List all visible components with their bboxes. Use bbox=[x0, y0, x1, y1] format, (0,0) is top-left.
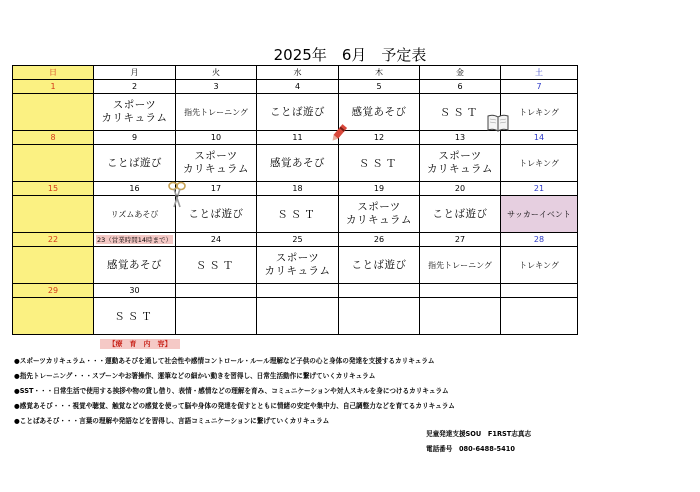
activity-cell: ことば遊び bbox=[94, 145, 176, 182]
book-right-page bbox=[498, 115, 508, 131]
date-cell: 17 bbox=[176, 182, 257, 196]
date-cell: 7 bbox=[501, 80, 578, 94]
weekday-saturday: 土 bbox=[501, 66, 578, 80]
week-3-activities bbox=[13, 196, 578, 233]
activity-cell bbox=[339, 298, 420, 335]
date-cell: 2 bbox=[94, 80, 176, 94]
scissors-handle bbox=[169, 183, 177, 190]
date-cell: 16 bbox=[94, 182, 176, 196]
activity-cell: 感覚あそび bbox=[339, 94, 420, 131]
activity-cell: 指先トレーニング bbox=[420, 247, 501, 284]
date-cell: 3 bbox=[176, 80, 257, 94]
activity-cell: ＳＳＴ bbox=[94, 298, 176, 335]
weekday-monday: 月 bbox=[94, 66, 176, 80]
week-3-dates bbox=[13, 182, 578, 196]
activity-cell: ことば遊び bbox=[176, 196, 257, 233]
activity-cell: スポーツ カリキュラム bbox=[339, 196, 420, 233]
date-cell: 5 bbox=[339, 80, 420, 94]
activity-cell bbox=[13, 247, 94, 284]
page-title: 2025年 6月 予定表 bbox=[273, 46, 427, 64]
activity-cell: ことば遊び bbox=[339, 247, 420, 284]
date-cell bbox=[176, 284, 257, 298]
week-5-activities bbox=[13, 298, 578, 335]
date-cell bbox=[257, 284, 339, 298]
date-cell bbox=[94, 233, 176, 247]
date-cell: 8 bbox=[13, 131, 94, 145]
activity-cell: スポーツ カリキュラム bbox=[176, 145, 257, 182]
date-cell: 24 bbox=[176, 233, 257, 247]
date-cell: 10 bbox=[176, 131, 257, 145]
phone-number: 電話番号 080-6488-5410 bbox=[426, 445, 515, 453]
activity-cell: スポーツ カリキュラム bbox=[257, 247, 339, 284]
week-2-activities bbox=[13, 145, 578, 182]
scissors-handle bbox=[177, 183, 185, 190]
scissors-pivot bbox=[176, 195, 178, 197]
weekday-tuesday: 火 bbox=[176, 66, 257, 80]
activity-cell bbox=[13, 298, 94, 335]
activity-cell: リズムあそび bbox=[94, 196, 176, 233]
legend-item-sports: ●スポーツカリキュラム・・・運動あそびを通して社会性や感情コントロール・ルール理解など子供の心と身体の発達を支援するカリキュラム bbox=[14, 357, 435, 365]
date-cell: 29 bbox=[13, 284, 94, 298]
weekday-header-row bbox=[13, 66, 578, 80]
date-cell: 28 bbox=[501, 233, 578, 247]
soccer-event-cell: サッカーイベント bbox=[501, 196, 578, 233]
date-cell bbox=[339, 284, 420, 298]
activity-cell: ことば遊び bbox=[420, 196, 501, 233]
activity-cell bbox=[13, 145, 94, 182]
date-cell: 9 bbox=[94, 131, 176, 145]
legend-item-language: ●ことばあそび・・・言葉の理解や発語などを習得し、言語コミュニケーションに繋げていくカリキュラム bbox=[14, 417, 330, 425]
date-cell: 30 bbox=[94, 284, 176, 298]
date-cell: 12 bbox=[339, 131, 420, 145]
facility-name: 児童発達支援SOU F1RST志真志 bbox=[426, 430, 532, 438]
legend-item-sensory: ●感覚あそび・・・視覚や聴覚、触覚などの感覚を使って脳や身体の発達を促すとともに情緒の安定や集中力、自己調整力などを育てるカリキュラム bbox=[14, 402, 455, 410]
activity-cell bbox=[176, 298, 257, 335]
date-cell: 19 bbox=[339, 182, 420, 196]
date-cell: 20 bbox=[420, 182, 501, 196]
crayon-body bbox=[333, 124, 347, 139]
week-4-dates bbox=[13, 233, 578, 247]
activity-cell bbox=[501, 298, 578, 335]
activity-cell: 感覚あそび bbox=[257, 145, 339, 182]
date-cell: 25 bbox=[257, 233, 339, 247]
activity-cell bbox=[13, 94, 94, 131]
legend-title: 【療 育 内 容】 bbox=[100, 339, 180, 349]
date-cell: 13 bbox=[420, 131, 501, 145]
weekday-thursday: 木 bbox=[339, 66, 420, 80]
activity-cell bbox=[13, 196, 94, 233]
date-cell: 21 bbox=[501, 182, 578, 196]
date-cell bbox=[420, 284, 501, 298]
date-cell: 4 bbox=[257, 80, 339, 94]
activity-cell: スポーツ カリキュラム bbox=[94, 94, 176, 131]
date-cell: 14 bbox=[501, 131, 578, 145]
scissors-icon bbox=[167, 181, 187, 209]
activity-cell: ＳＳＴ bbox=[176, 247, 257, 284]
legend-item-sst: ●SST・・・日常生活で使用する挨拶や物の貸し借り、表情・感情などの理解を育み、コミュニケーションや対人スキルを身につけるカリキュラム bbox=[14, 387, 449, 395]
date-cell: 27 bbox=[420, 233, 501, 247]
activity-cell: 感覚あそび bbox=[94, 247, 176, 284]
weekday-wednesday: 水 bbox=[257, 66, 339, 80]
weekday-friday: 金 bbox=[420, 66, 501, 80]
calendar-table bbox=[12, 65, 578, 335]
business-hours-note: 23（営業時間14時まで） bbox=[96, 236, 173, 244]
week-4-activities bbox=[13, 247, 578, 284]
activity-cell: ＳＳＴ bbox=[339, 145, 420, 182]
date-cell: 1 bbox=[13, 80, 94, 94]
activity-cell: ＳＳＴ bbox=[257, 196, 339, 233]
date-cell: 18 bbox=[257, 182, 339, 196]
date-cell: 15 bbox=[13, 182, 94, 196]
activity-cell: ことば遊び bbox=[257, 94, 339, 131]
date-cell: 26 bbox=[339, 233, 420, 247]
date-cell: 22 bbox=[13, 233, 94, 247]
activity-cell bbox=[420, 298, 501, 335]
crayon-icon bbox=[329, 122, 349, 144]
activity-cell: 指先トレーニング bbox=[176, 94, 257, 131]
book-left-page bbox=[488, 115, 498, 131]
activity-cell: トレキング bbox=[501, 145, 578, 182]
activity-cell bbox=[257, 298, 339, 335]
date-cell: 11 bbox=[257, 131, 339, 145]
activity-cell: スポーツ カリキュラム bbox=[420, 145, 501, 182]
date-cell: 6 bbox=[420, 80, 501, 94]
activity-cell: トレキング bbox=[501, 94, 578, 131]
activity-cell: ＳＳＴ bbox=[420, 94, 501, 131]
activity-cell: トレキング bbox=[501, 247, 578, 284]
week-5-dates bbox=[13, 284, 578, 298]
weekday-sunday: 日 bbox=[13, 66, 94, 80]
week-1-dates bbox=[13, 80, 578, 94]
book-icon bbox=[486, 113, 510, 133]
legend-item-fingertip: ●指先トレーニング・・・スプーンやお箸操作、運筆などの細かい動きを習得し、日常生活動作に繋げていくカリキュラム bbox=[14, 372, 376, 380]
date-cell bbox=[501, 284, 578, 298]
